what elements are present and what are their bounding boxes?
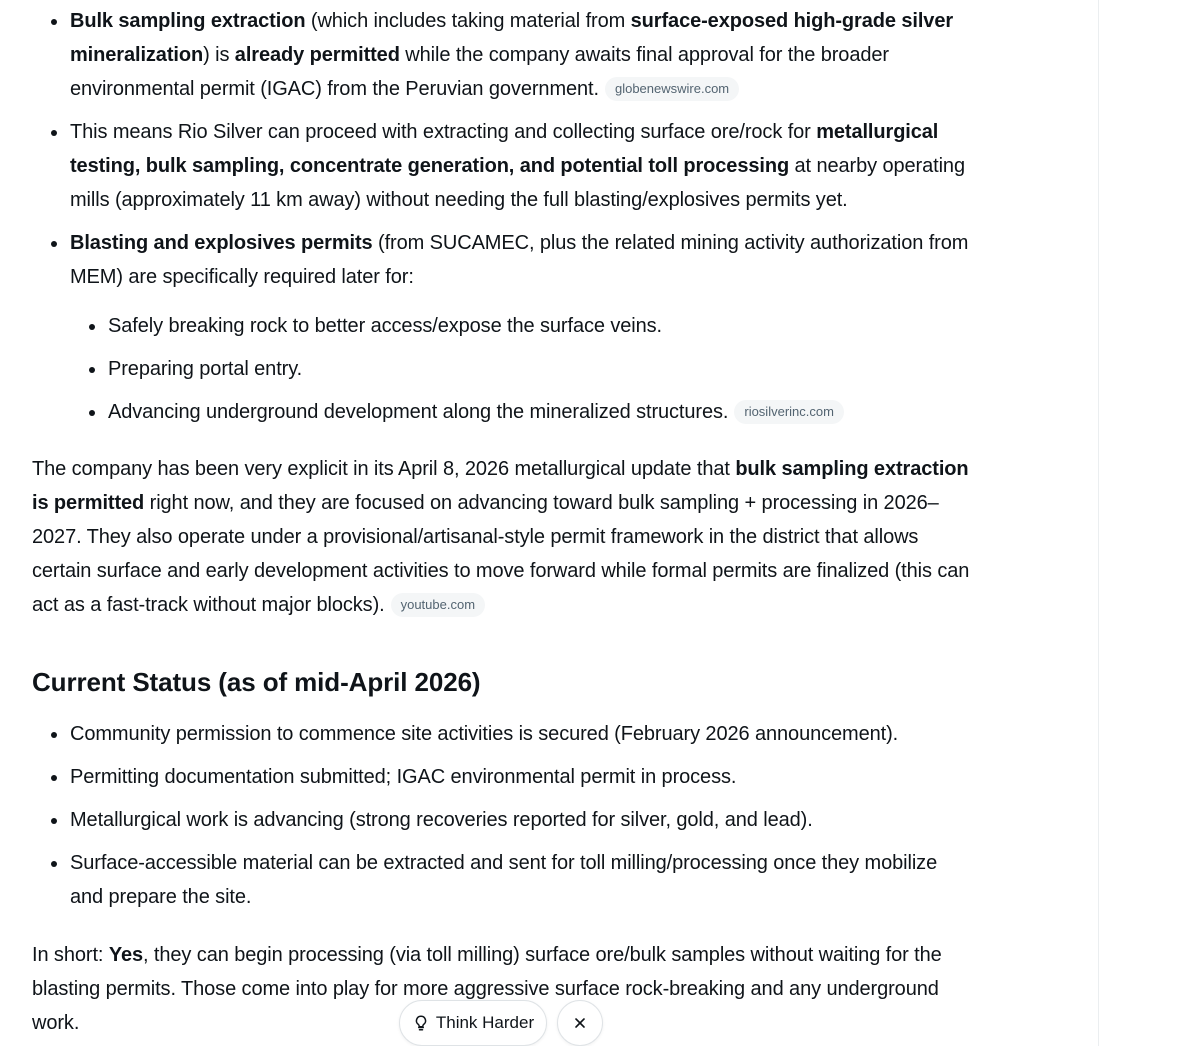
list-item: Metallurgical work is advancing (strong recoveries reported for silver, gold, and lead). (32, 803, 972, 837)
response-body (32, 0, 972, 1040)
source-chip[interactable]: riosilverinc.com (734, 400, 844, 424)
list-item: Bulk sampling extraction (which includes taking material from surface-exposed high-grade silver mineralization) is already permitted while the company awaits final approval for the broader environmental permit (IGAC) from the Peruvian government. globenewswire.com (32, 4, 972, 106)
lightbulb-icon (412, 1014, 430, 1032)
summary-paragraph: In short: Yes, they can begin processing (via toll milling) surface ore/bulk samples without waiting for the blasting permits. Those come into play for more aggressive surface rock-breaking and any underground work. (32, 944, 942, 1034)
list-item: Community permission to commence site activities is secured (February 2026 announcement). (32, 717, 972, 751)
think-harder-label: Think Harder (435, 1013, 535, 1032)
list-item: Permitting documentation submitted; IGAC environmental permit in process. (32, 760, 972, 794)
close-icon (572, 1015, 588, 1031)
sub-list-item: Safely breaking rock to better access/expose the surface veins. (32, 309, 972, 343)
right-panel-divider (1098, 0, 1099, 1046)
section-heading: Current Status (as of mid-April 2026) (32, 667, 481, 697)
list-item: Surface-accessible material can be extracted and sent for toll milling/processing once they mobilize and prepare the site. (32, 846, 972, 914)
status-list (32, 717, 972, 914)
sub-list-item: Preparing portal entry. (32, 352, 972, 386)
sub-bullet-list (32, 309, 972, 429)
sub-list-item: Advancing underground development along the mineralized structures. riosilverinc.com (32, 395, 972, 429)
close-button[interactable] (557, 1000, 603, 1046)
think-harder-button[interactable] (399, 1000, 547, 1046)
action-bar (399, 1000, 603, 1046)
source-chip[interactable]: globenewswire.com (605, 77, 739, 101)
bullet-list-top (32, 4, 972, 429)
paragraph: The company has been very explicit in its April 8, 2026 metallurgical update that bulk sampling extraction is permitted right now, and they are focused on advancing toward bulk sampling + processing in 2026–2027. They also operate under a provisional/artisanal-style permit framework in the district that allows certain surface and early development activities to move forward while formal permits are finalized (this can act as a fast-track without major blocks). youtube.com (32, 458, 970, 616)
source-chip[interactable]: youtube.com (391, 593, 485, 617)
list-item: Blasting and explosives permits (from SUCAMEC, plus the related mining activity authorization from MEM) are specifically required later for: Safely breaking rock to better access/expose the surface veins. Preparing portal entry. Advancing underground development along the mineralized structures. riosilverinc.com (32, 226, 972, 429)
list-item: This means Rio Silver can proceed with extracting and collecting surface ore/rock for metallurgical testing, bulk sampling, concentrate generation, and potential toll processing at nearby operating mills (approximately 11 km away) without needing the full blasting/explosives permits yet. (32, 115, 972, 217)
